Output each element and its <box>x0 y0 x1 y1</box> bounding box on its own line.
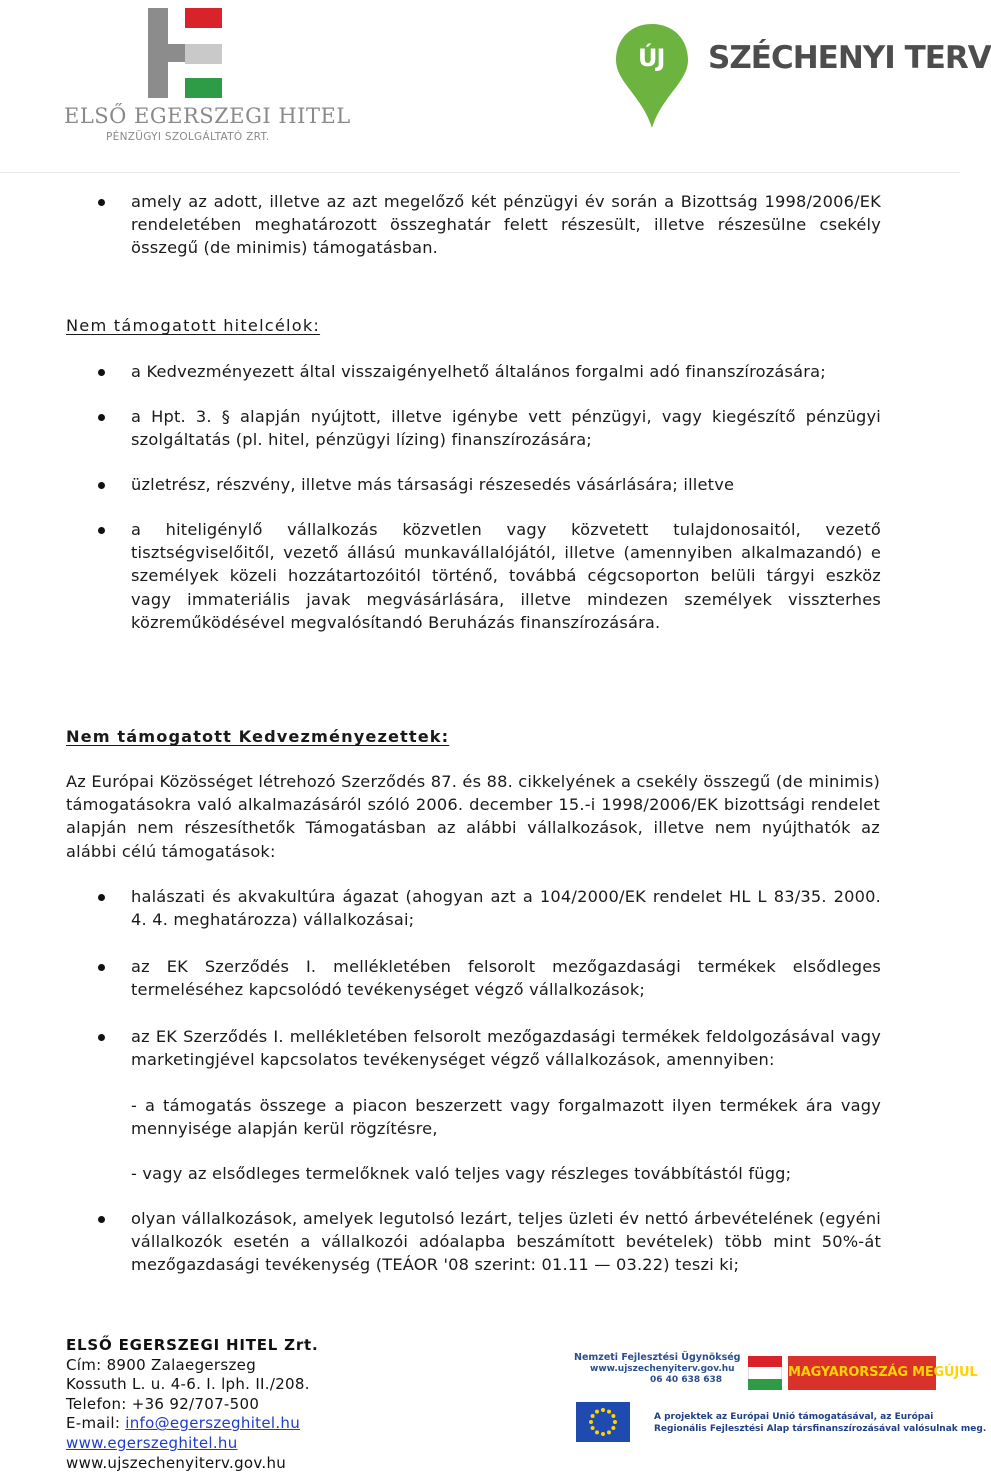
heading-nem-tamogatott-kedvezmenyezettek: Nem támogatott Kedvezményezettek: <box>66 727 450 746</box>
bullet-icon <box>98 1034 105 1041</box>
eu-funding-text <box>654 1411 986 1435</box>
logo-elso-egerszegi-hitel <box>62 6 351 146</box>
logo-green-bar <box>185 78 222 98</box>
list1-item: a hiteligénylő vállalkozás közvetlen vagy közvetett tulajdonosaitól, vezető tisztségviselőitől, vezető állású munkavállalójától, illetve (amennyiben alkalmazandó) e személyek közeli hozzátartozóitól történő, továbbá cégcsoporton belüli tárgyi eszköz vagy immateriális javak megvásárlására, illetve mindezen személyek visszterhes közreműködésével megvalósítandó Beruházás finanszírozására. <box>131 520 881 632</box>
list1-item: a Hpt. 3. § alapján nyújtott, illetve igénybe vett pénzügyi, vagy kiegészítő pénzügyi szolgáltatás (pl. hitel, pénzügyi lízing) finanszírozására; <box>131 407 881 450</box>
logo-right-badge: ÚJ <box>638 44 665 72</box>
dash-item: - vagy az elsődleges termelőknek való teljes vagy részleges továbbítástól függ; <box>131 1164 792 1183</box>
bullet-icon <box>98 964 105 971</box>
footer-email-link[interactable]: info@egerszeghitel.hu <box>125 1414 301 1433</box>
ngu-logo-block <box>574 1352 744 1385</box>
ngu-title: Nemzeti Fejlesztési Ügynökség <box>574 1352 741 1363</box>
mm-badge-text: MAGYARORSZÁG MEGÚJUL <box>788 1356 936 1390</box>
footer-address-line2: Kossuth L. u. 4-6. I. lph. II./208. <box>66 1375 310 1394</box>
footer-website2: www.ujszechenyiterv.gov.hu <box>66 1453 287 1472</box>
bullet-icon <box>98 1216 105 1223</box>
list2-item: az EK Szerződés I. mellékletében felsorolt mezőgazdasági termékek elsődleges termeléséhez kapcsolódó tevékenységet végző vállalkozások; <box>131 957 881 1000</box>
dash-item: - a támogatás összege a piacon beszerzett vagy forgalmazott ilyen termékek ára vagy mennyisége alapján kerül rögzítésre, <box>131 1096 881 1139</box>
footer-phone: Telefon: +36 92/707-500 <box>66 1394 260 1413</box>
bullet-icon <box>98 414 105 421</box>
hungarian-flag-icon <box>748 1356 782 1390</box>
list2-item: halászati és akvakultúra ágazat (ahogyan azt a 104/2000/EK rendelet HL L 83/35. 2000. 4. 4. meghatározza) vállalkozásai; <box>131 887 881 930</box>
paragraph-de-minimis: Az Európai Közösséget létrehozó Szerződés 87. és 88. cikkelyének a csekély összegű (de minimis) támogatásokra való alkalmazásáról szóló 2006. december 15.-i 1998/2006/EK bizottsági rendelet alapján nem részesíthetők Támogatásban az alábbi vállalkozások, illetve nem nyújthatók az alábbi célú támogatások: <box>66 772 880 861</box>
bullet-icon <box>98 894 105 901</box>
map-pin-icon <box>612 20 692 130</box>
footer-website-row <box>66 1434 319 1454</box>
magyarorszag-megujul-badge <box>748 1356 978 1390</box>
bullet-icon <box>98 199 105 206</box>
bullet-icon <box>98 482 105 489</box>
list1-item: üzletrész, részvény, illetve más társasági részesedés vásárlására; illetve <box>131 475 735 494</box>
footer-address-line1: Cím: 8900 Zalaegerszeg <box>66 1355 257 1374</box>
list1-item: a Kedvezményezett által visszaigényelhető általános forgalmi adó finanszírozására; <box>131 362 826 381</box>
logo-left-name: ELSŐ EGERSZEGI HITEL <box>64 104 351 128</box>
ngu-url: www.ujszechenyiterv.gov.hu <box>590 1364 735 1374</box>
logo-uj-szechenyi-terv <box>612 20 991 130</box>
footer-company-name: ELSŐ EGERSZEGI HITEL Zrt. <box>66 1336 319 1354</box>
heading-nem-tamogatott-hitelcelok: Nem támogatott hitelcélok: <box>66 316 321 335</box>
logo-white-bar <box>185 44 222 64</box>
logo-red-bar <box>185 8 222 28</box>
logo-right-name: SZÉCHENYI TERV <box>708 40 991 76</box>
header-divider <box>0 172 960 173</box>
footer-website-link[interactable]: www.egerszeghitel.hu <box>66 1433 238 1452</box>
footer-email-label: E-mail: <box>66 1414 126 1433</box>
ngu-phone: 06 40 638 638 <box>650 1375 723 1385</box>
logo-left-subtitle: PÉNZÜGYI SZOLGÁLTATÓ ZRT. <box>106 131 270 143</box>
footer-contact <box>66 1336 319 1473</box>
footer-email-row <box>66 1414 319 1434</box>
eu-stars-icon <box>576 1402 630 1442</box>
bullet-icon <box>98 527 105 534</box>
eu-flag-icon <box>576 1402 630 1442</box>
eu-text-line1: A projektek az Európai Unió támogatásával, az Európai <box>654 1412 934 1422</box>
list2-item: az EK Szerződés I. mellékletében felsorolt mezőgazdasági termékek feldolgozásával vagy marketingjével kapcsolatos tevékenységet végző vállalkozások, amennyiben: <box>131 1027 881 1070</box>
bullet-icon <box>98 369 105 376</box>
intro-bullet-text: amely az adott, illetve az azt megelőző két pénzügyi év során a Bizottság 1998/2006/EK rendeletében meghatározott összeghatár felett részesült, illetve részesülne csekély összegű (de minimis) támogatásban. <box>131 192 881 258</box>
last-bullet-text: olyan vállalkozások, amelyek legutolsó lezárt, teljes üzleti év nettó árbevételének (egyéni vállalkozók esetén a vállalkozói adóalapba beszámított bevételek) több mint 50%-át mezőgazdasági tevékenység (TEÁOR '08 szerint: 01.11 — 03.22) teszi ki; <box>131 1209 881 1275</box>
eu-text-line2: Regionális Fejlesztési Alap társfinanszírozásával valósulnak meg. <box>654 1424 987 1434</box>
